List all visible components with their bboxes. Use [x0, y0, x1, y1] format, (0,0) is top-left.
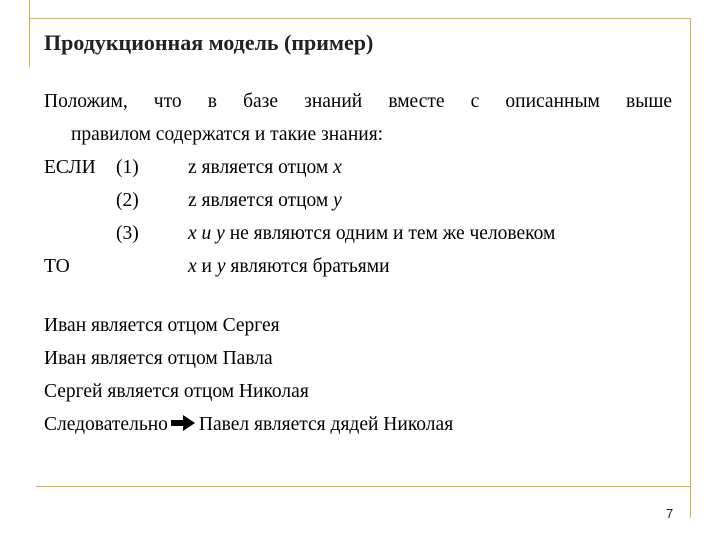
slide-frame-bottom-line: [36, 486, 691, 487]
variable-z: z: [188, 190, 197, 211]
rule-condition-2: [44, 184, 672, 217]
slide-title: Продукционная модель (пример): [44, 30, 374, 55]
slide-frame-left-line: [29, 0, 30, 67]
conjunction: и: [196, 223, 217, 244]
fact-line: Иван является отцом Павла: [44, 348, 273, 369]
condition-text: [188, 217, 555, 250]
fact-line: Иван является отцом Сергея: [44, 315, 280, 336]
conclusion-text: [188, 250, 390, 283]
rule-conclusion: [44, 250, 672, 283]
right-arrow-icon: [170, 414, 196, 432]
variable-z: z: [188, 157, 197, 178]
fact-line: Сергей является отцом Николая: [44, 381, 309, 402]
slide-frame-top-line: [29, 18, 691, 19]
inference-line: [44, 408, 672, 441]
condition-phrase: не являются одним и тем же человеком: [224, 223, 556, 244]
slide-content: [44, 85, 672, 441]
then-keyword: ТО: [44, 256, 70, 277]
condition-phrase: является отцом: [196, 157, 334, 178]
variable-x: x: [333, 157, 342, 178]
intro-line-1: Положим, что в базе знаний вместе с описанным выше: [44, 91, 672, 112]
variable-y: y: [333, 190, 342, 211]
variable-y: y: [216, 223, 225, 244]
conclusion-phrase: являются братьями: [225, 256, 390, 277]
variable-y: y: [216, 256, 226, 277]
conclusion-statement: Павел является дядей Николая: [198, 414, 454, 435]
condition-text: [188, 184, 342, 217]
rule-condition-3: [44, 217, 672, 250]
rule-condition-1: [44, 151, 672, 184]
conclusion-label: Следовательно: [44, 414, 168, 435]
condition-phrase: является отцом: [196, 190, 334, 211]
variable-x: x: [188, 256, 197, 277]
variable-x: x: [188, 223, 197, 244]
condition-number: (1): [116, 157, 139, 178]
slide-frame-right-line: [690, 18, 691, 518]
condition-number: (3): [116, 223, 139, 244]
condition-text: [188, 151, 342, 184]
page-number: 7: [666, 506, 674, 521]
intro-line-2: правилом содержатся и такие знания:: [71, 124, 384, 145]
condition-number: (2): [116, 190, 139, 211]
conjunction: и: [196, 256, 217, 277]
if-keyword: ЕСЛИ: [44, 157, 96, 178]
